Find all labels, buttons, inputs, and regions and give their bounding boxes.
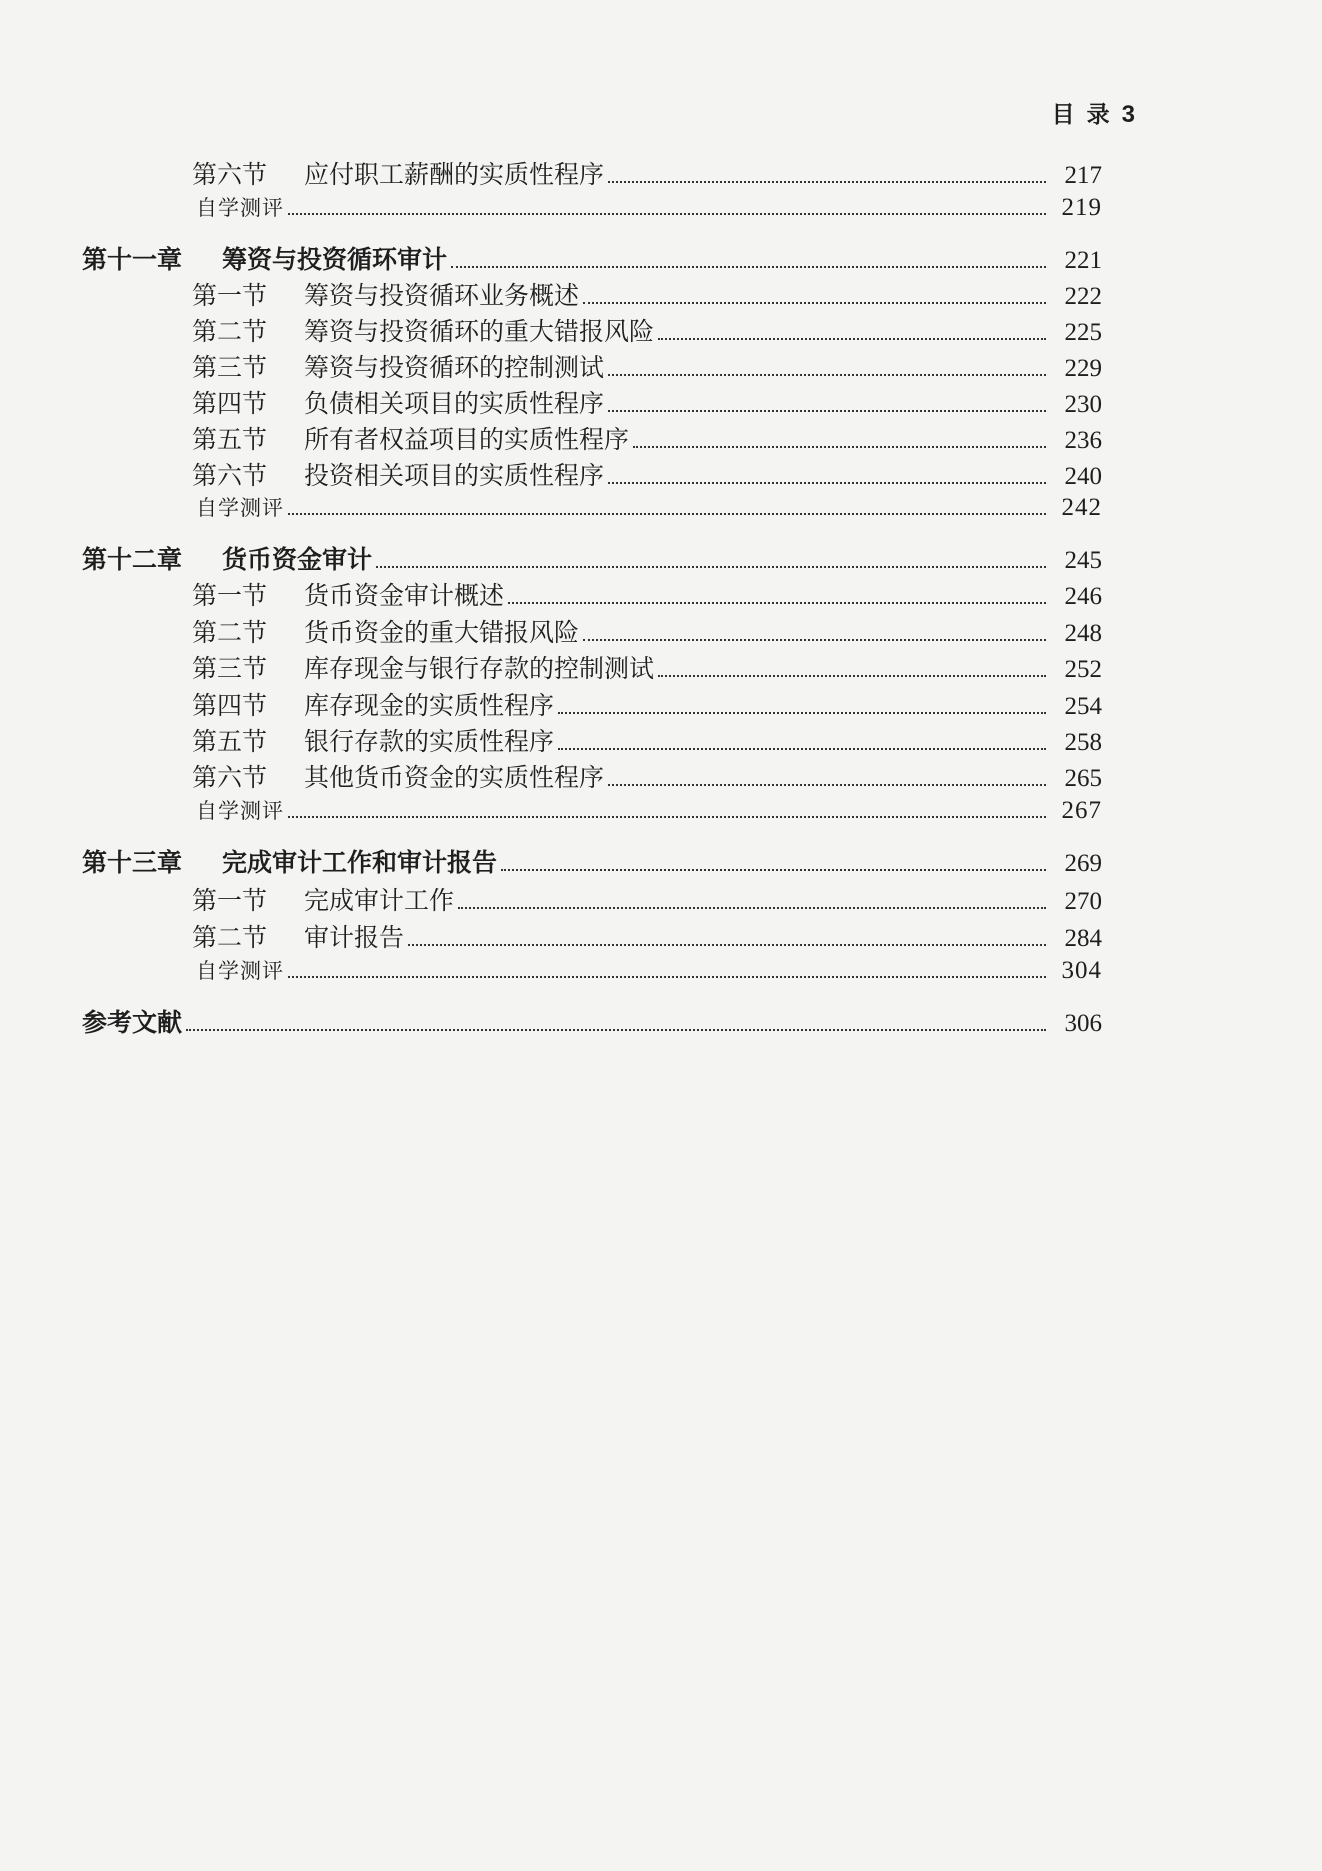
toc-entry-label [192,758,604,794]
toc-page-number: 258 [1064,729,1102,756]
toc-entry-label [82,540,372,576]
toc-entry-label [192,722,554,758]
toc-page-number: 236 [1064,427,1102,454]
toc-entry-number: 第六节 [192,461,268,490]
toc-entry-number: 第十三章 [82,848,183,877]
toc-entry-number: 第十一章 [82,245,183,274]
toc-entry-label [82,843,497,879]
toc-entry-label [192,155,604,191]
toc-references-row [82,1003,1102,1043]
dot-leader [451,265,1046,268]
toc-entry-title: 货币资金的重大错报风险 [304,618,580,647]
toc-page-number: 225 [1064,319,1102,346]
toc-entry-label [192,918,404,954]
toc-entry-number: 第二节 [192,923,268,952]
toc-section-row [192,312,1102,352]
toc-entry-label [192,384,604,420]
toc-page-number: 221 [1064,247,1102,274]
toc-entry-label [192,686,554,722]
toc-entry-title: 筹资与投资循环的重大错报风险 [304,317,655,346]
toc-entry-number: 第二节 [192,618,268,647]
dot-leader [558,747,1046,750]
toc-section-row [192,918,1102,958]
toc-entry-title: 库存现金与银行存款的控制测试 [304,654,655,683]
toc-page-number: 267 [1061,797,1102,824]
dot-leader [458,906,1046,909]
toc-entry-title: 完成审计工作和审计报告 [222,848,498,877]
toc-entry-number: 第三节 [192,654,268,683]
toc-entry-title: 自学测评 [196,496,284,520]
toc-entry-number: 第一节 [192,886,268,915]
toc-section-row [192,276,1102,316]
toc-entry-label [196,955,284,985]
toc-entry-number: 第一节 [192,581,268,610]
dot-leader [583,301,1046,304]
toc-entry-title: 自学测评 [196,959,284,983]
toc-page-number: 269 [1064,850,1102,877]
toc-page-number: 217 [1064,162,1102,189]
dot-leader [608,180,1046,183]
dot-leader [288,212,1046,215]
toc-entry-title: 库存现金的实质性程序 [304,691,555,720]
toc-page-number: 270 [1064,888,1102,915]
toc-section-row [192,348,1102,388]
toc-review-row [196,955,1102,995]
toc-entry-title: 应付职工薪酬的实质性程序 [304,160,605,189]
toc-entry-title: 所有者权益项目的实质性程序 [304,425,630,454]
toc-section-row [192,881,1102,921]
dot-leader [288,815,1046,818]
toc-review-row [196,192,1102,232]
toc-entry-label [192,420,629,456]
toc-section-row [192,155,1102,195]
toc-page-number: 265 [1064,765,1102,792]
toc-chapter-row [82,540,1102,580]
toc-page-number: 246 [1064,583,1102,610]
toc-section-row [192,576,1102,616]
toc-page-number: 245 [1064,547,1102,574]
toc-page-number: 242 [1061,494,1102,521]
toc-page-number: 306 [1064,1010,1102,1037]
toc-entry-number: 第二节 [192,317,268,346]
toc-review-row [196,492,1102,532]
toc-entry-number: 第六节 [192,763,268,792]
toc-entry-label [196,795,284,825]
toc-entry-number: 第五节 [192,727,268,756]
toc-page-number: 230 [1064,391,1102,418]
toc-entry-title: 银行存款的实质性程序 [304,727,555,756]
toc-page-number: 240 [1064,463,1102,490]
toc-section-row [192,649,1102,689]
dot-leader [508,601,1046,604]
toc-page-number: 248 [1064,620,1102,647]
toc-entry-title: 自学测评 [196,196,284,220]
toc-entry-title: 货币资金审计概述 [304,581,505,610]
dot-leader [583,638,1046,641]
toc-section-row [192,420,1102,460]
toc-page-number: 252 [1064,656,1102,683]
toc-entry-title: 筹资与投资循环的控制测试 [304,353,605,382]
header-title: 目 录 [1051,102,1112,128]
toc-entry-label [196,492,284,522]
toc-entry-label [192,881,454,917]
dot-leader [376,565,1046,568]
toc-entry-number: 第四节 [192,389,268,418]
toc-entry-label [192,576,504,612]
toc-chapter-row [82,240,1102,280]
toc-entry-number: 第十二章 [82,545,183,574]
toc-entry-number: 第五节 [192,425,268,454]
toc-entry-number: 第一节 [192,281,268,310]
toc-section-row [192,722,1102,762]
toc-section-row [192,613,1102,653]
toc-entry-title: 完成审计工作 [304,886,455,915]
dot-leader [658,337,1046,340]
toc-entry-title: 负债相关项目的实质性程序 [304,389,605,418]
dot-leader [501,868,1046,871]
toc-entry-title: 自学测评 [196,799,284,823]
dot-leader [186,1028,1046,1031]
toc-section-row [192,758,1102,798]
toc-entry-label [192,276,579,312]
dot-leader [288,512,1046,515]
toc-section-row [192,384,1102,424]
toc-entry-label [192,649,654,685]
toc-page-number: 219 [1061,194,1102,221]
toc-entry-title: 筹资与投资循环业务概述 [304,281,580,310]
dot-leader [658,674,1046,677]
toc-section-row [192,686,1102,726]
dot-leader [288,975,1046,978]
toc-entry-label [82,1003,182,1039]
toc-entry-label [192,312,654,348]
toc-entry-title: 筹资与投资循环审计 [222,245,448,274]
running-header [1052,96,1137,129]
toc-entry-label [196,192,284,222]
dot-leader [608,783,1046,786]
toc-entry-title: 其他货币资金的实质性程序 [304,763,605,792]
toc-page-number: 222 [1064,283,1102,310]
toc-entry-label [192,348,604,384]
dot-leader [633,445,1046,448]
toc-page-number: 229 [1064,355,1102,382]
dot-leader [558,711,1046,714]
toc-entry-label [192,456,604,492]
toc-page-number: 304 [1061,957,1102,984]
header-page-number: 3 [1121,101,1137,128]
toc-chapter-row [82,843,1102,883]
dot-leader [608,409,1046,412]
toc-page-number: 254 [1064,693,1102,720]
dot-leader [608,373,1046,376]
toc-entry-label [192,613,579,649]
dot-leader [608,481,1046,484]
toc-entry-number: 第六节 [192,160,268,189]
toc-entry-title: 参考文献 [82,1008,183,1037]
toc-page-number: 284 [1064,925,1102,952]
toc-review-row [196,795,1102,835]
toc-entry-title: 货币资金审计 [222,545,373,574]
toc-section-row [192,456,1102,496]
toc-entry-number: 第四节 [192,691,268,720]
toc-entry-label [82,240,447,276]
toc-entry-title: 审计报告 [304,923,405,952]
toc-entry-title: 投资相关项目的实质性程序 [304,461,605,490]
dot-leader [408,943,1046,946]
toc-entry-number: 第三节 [192,353,268,382]
